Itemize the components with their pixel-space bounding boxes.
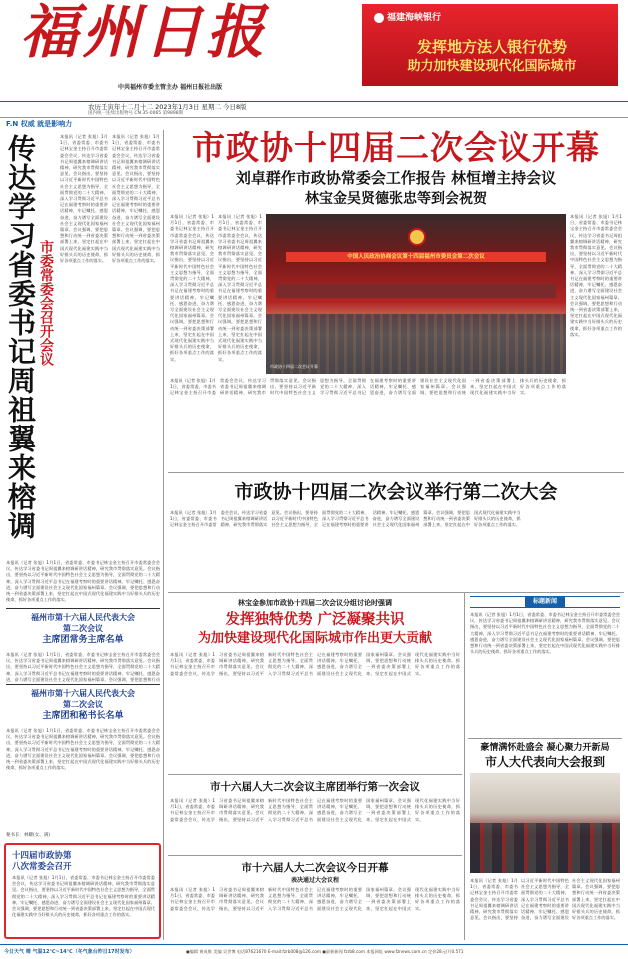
left-story-body: 本报讯（记者 张旭）1月1日，省委常委、市委书记林宝金主持召开市委常委会会议，传达学习省委书记周祖翼来榕调研讲话精神，研究我市贯彻落实意见。会议指出，要坚持以习近平新时代中国特色社会主义思想为指导，全面贯彻党的二十大精神，深入学习贯彻习近平总书记在福建考察时的重要讲话精神，牢记嘱托、感恩奋进，奋力谱写全面建设社会主义现代化国家福州篇章。会议强调，要把思想和行动统一到省委决策部署上来，坚定扛起在中国式现代化福建实践中当好排头兵的历史使命，抓好各项重点工作的落实。 [60, 134, 108, 264]
story2-body: 本报讯（记者 张旭）1月1日，省委常委、市委书记林宝金主持召开市委常委会会议，传达学习省委书记周祖翼来榕调研讲话精神，研究我市贯彻落实意见。会议指出，要坚持以习近平新时代中国特色社会主义思想为指导，全面贯彻党的二十大精神，深入学习贯彻习近平总书记在福建考察时的重要讲话精神，牢记嘱托、感恩奋进，奋力谱写全面建设社会主义现代化国家福州篇章。会议强调，要把思想和行动统一到省委决策部署上来，坚定扛起在中国式现代化福建实践中当好排头兵的历史使命，抓好各项重点工作的落实。 [170, 510, 521, 528]
story4-body: 本报讯（记者 张旭）1月1日，省委常委、市委书记林宝金主持召开市委常委会会议，传达学习省委书记周祖翼来榕调研讲话精神，研究我市贯彻落实意见。会议指出，要坚持以习近平新时代中国特色社会主义思想为指导，全面贯彻党的二十大精神，深入学习贯彻习近平总书记在福建考察时的重要讲话精神，牢记嘱托、感恩奋进，奋力谱写全面建设社会主义现代化国家福州篇章。会议强调，要把思想和行动统一到省委决策部署上来，坚定扛起在中国式现代化福建实践中当好排头兵的历史使命，抓好各项重点工作的落实。 [170, 798, 460, 822]
lead-photo[interactable] [266, 214, 566, 374]
list-title-1c: 主席团常务主席名单 [42, 635, 124, 645]
story5-subheadline: 表决通过大会议程 [290, 877, 339, 884]
sidebar-photo[interactable] [470, 773, 620, 873]
lead-body-row: 本报讯（记者 张旭）1月1日，省委常委、市委书记林宝金主持召开市委常委会会议，传达学习省委书记周祖翼来榕调研讲话精神，研究我市贯彻落实意见。会议指出，要坚持以习近平新时代中国特色社会主义思想为指导，全面贯彻党的二十大精神，深入学习贯彻习近平总书记在福建考察时的重要讲话精神，牢记嘱托、感恩奋进，奋力谱写全面建设社会主义现代化国家福州篇章。会议强调，要把思想和行动统一到省委决策部署上来，坚定扛起在中国式现代化福建实践中当好排头兵的历史使命，抓好各项重点工作的落实。 [170, 378, 566, 396]
column-tag: F.N 权威 就是影响力 [6, 120, 73, 128]
story3-headline-1: 发挥独特优势 广泛凝聚共识 [225, 611, 405, 628]
left-story-body-3: 本报讯（记者 张旭）1月1日，省委常委、市委书记林宝金主持召开市委常委会会议，传达学习省委书记周祖翼来榕调研讲话精神，研究我市贯彻落实意见。会议指出，要坚持以习近平新时代中国特色社会主义思想为指导，全面贯彻党的二十大精神，深入学习贯彻习近平总书记在福建考察时的重要讲话精神，牢记嘱托、感恩奋进，奋力谱写全面建设社会主义现代化国家福州篇章。会议强调，要把思想和行动统一到省委决策部署上来，坚定扛起在中国式现代化福建实践中当好排头兵的历史使命，抓好各项重点工作的落实。 [6, 560, 160, 603]
weather: 今日天气 晴 气温12℃~14℃（冬气象台昨日17时发布） [4, 949, 135, 955]
people-group [470, 823, 620, 873]
lead-body-left: 本报讯（记者 张旭）1月1日，省委常委、市委书记林宝金主持召开市委常委会会议，传达学习省委书记周祖翼来榕调研讲话精神，研究我市贯彻落实意见。会议指出，要坚持以习近平新时代中国特色社会主义思想为指导，全面贯彻党的二十大精神，深入学习贯彻习近平总书记在福建考察时的重要讲话精神，牢记嘱托、感恩奋进，奋力谱写全面建设社会主义现代化国家福州篇章。会议强调，要把思想和行动统一到省委决策部署上来，坚定扛起在中国式现代化福建实践中当好排头兵的历史使命，抓好各项重点工作的落实。 [170, 214, 214, 362]
lead-body-right: 本报讯（记者 张旭）1月1日，省委常委、市委书记林宝金主持召开市委常委会会议，传达学习省委书记周祖翼来榕调研讲话精神，研究我市贯彻落实意见。会议指出，要坚持以习近平新时代中国特色社会主义思想为指导，全面贯彻党的二十大精神，深入学习贯彻习近平总书记在福建考察时的重要讲话精神，牢记嘱托、感恩奋进，奋力谱写全面建设社会主义现代化国家福州篇章。会议强调，要把思想和行动统一到省委决策部署上来，坚定扛起在中国式现代化福建实践中当好排头兵的历史使命，抓好各项重点工作的落实。 [570, 214, 622, 337]
stage-table [276, 284, 556, 298]
sidebar-headline: 豪情满怀赴盛会 凝心聚力开新局 [480, 743, 610, 753]
date-bar [0, 101, 628, 118]
list-title-1 [6, 612, 160, 646]
organizer-line: 中共福州市委主管主办 福州日报社出版 [118, 84, 223, 91]
highlight-title: 十四届市政协第八次常委会召开 [12, 851, 72, 872]
sidebar-subheadline: 市人大代表向大会报到 [484, 755, 605, 769]
footer-info: ●编辑 黄成维 美编 吴世博 电话87621670 E-mail:fzrb008@126.com ●最新新闻 fzrb8.com 本报网址 www.fznews.com.cn 定价28元/月0.571 [186, 949, 464, 954]
sidebar-tag-label: 标题新闻 [525, 597, 565, 607]
ad-line-1: 发挥地方法人银行优势 [416, 38, 567, 56]
sidebar-body-2: 本报讯（记者 张旭）1月1日，省委常委、市委书记林宝金主持召开市委常委会会议，传达学习省委书记周祖翼来榕调研讲话精神，研究我市贯彻落实意见。会议指出，要坚持以习近平新时代中国特色社会主义思想为指导，全面贯彻党的二十大精神，深入学习贯彻习近平总书记在福建考察时的重要讲话精神，牢记嘱托、感恩奋进，奋力谱写全面建设社会主义现代化国家福州篇章。会议强调，要把思想和行动统一到省委决策部署上来，坚定扛起在中国式现代化福建实践中当好排头兵的历史使命，抓好各项重点工作的落实。 [470, 878, 620, 921]
story3-kicker: 林宝金参加市政协十四届二次会议分组讨论时强调 [238, 599, 392, 607]
list-title-2a: 福州市第十六届人民代表大会 [31, 689, 135, 698]
photo-caption: 市政协十四届二次会议开幕 [270, 364, 318, 369]
list-title-1b: 第二次会议 [63, 624, 103, 633]
ad-line-2: 助力加快建设现代化国际城市 [407, 59, 577, 74]
list-names-1: 本报讯（记者 张旭）1月1日，省委常委、市委书记林宝金主持召开市委常委会会议，传达学习省委书记周祖翼来榕调研讲话精神，研究我市贯彻落实意见。会议指出，要坚持以习近平新时代中国特色社会主义思想为指导，全面贯彻党的二十大精神，深入学习贯彻习近平总书记在福建考察时的重要讲话精神，牢记嘱托、感恩奋进，奋力谱写全面建设社会主义现代化国家福州篇章。会议强调，要把思想和行动 [6, 652, 160, 682]
story4-headline: 市十六届人大二次会议主席团举行第一次会议 [210, 781, 420, 793]
bank-ad[interactable] [362, 4, 618, 86]
story5-body: 本报讯（记者 张旭）1月1日，省委常委、市委书记林宝金主持召开市委常委会会议，传达学习省委书记周祖翼来榕调研讲话精神，研究我市贯彻落实意见。会议指出，要坚持以习近平新时代中国特色社会主义思想为指导，全面贯彻党的二十大精神，深入学习贯彻习近平总书记在福建考察时的重要讲话精神，牢记嘱托、感恩奋进，奋力谱写全面建设社会主义现代化国家福州篇章。会议强调，要把思想和行动统一到省委决策部署上来，坚定扛起在中国式现代化福建实践中当好排头兵的历史使命，抓好各项重点工作的落实。 [170, 887, 460, 911]
bank-logo-icon [374, 13, 384, 23]
issue-meta: 农历壬寅年十二月十二 2023年1月3日 星期二 今日8版 [88, 103, 247, 111]
lead-subheadline-1: 刘卓群作市政协常委会工作报告 林恒增主持会议 [235, 169, 557, 187]
story3-body: 本报讯（记者 张旭）1月1日，省委常委、市委书记林宝金主持召开市委常委会会议，传达学习省委书记周祖翼来榕调研讲话精神，研究我市贯彻落实意见。会议指出，要坚持以习近平新时代中国特色社会主义思想为指导，全面贯彻党的二十大精神，深入学习贯彻习近平总书记在福建考察时的重要讲话精神，牢记嘱托、感恩奋进，奋力谱写全面建设社会主义现代化国家福州篇章。会议强调，要把思想和行动统一到省委决策部署上来，坚定扛起在中国式现代化福建实践中当好排头兵的历史使命，抓好各项重点工作的落实。 [170, 652, 460, 676]
story2-headline: 市政协十四届二次会议举行第二次大会 [234, 481, 558, 503]
secretary-general: 秘书长：林耀(女、满) [6, 833, 51, 838]
sidebar-body: 本报讯（记者 张旭）1月1日，省委常委、市委书记林宝金主持召开市委常委会会议，传达学习省委书记周祖翼来榕调研讲话精神，研究我市贯彻落实意见。会议指出，要坚持以习近平新时代中国特色社会主义思想为指导，全面贯彻党的二十大精神，深入学习贯彻习近平总书记在福建考察时的重要讲话精神，牢记嘱托、感恩奋进，奋力谱写全面建设社会主义现代化国家福州篇章。会议强调，要把思想和行动统一到省委决策部署上来，坚定扛起在中国式现代化福建实践中当好排头兵的历史使命，抓好各项重点工作的落实。 [470, 612, 620, 655]
list-title-2c: 主席团和秘书长名单 [42, 711, 124, 721]
highlight-box[interactable] [4, 843, 161, 939]
lead-subheadline-2: 林宝金吴贤德张忠等到会祝贺 [305, 191, 487, 207]
newspaper-title: 福州日报 [20, 0, 269, 66]
left-subheadline: 市委常委会召开会议 [38, 240, 54, 366]
sidebar-tag [470, 596, 620, 608]
stage-emblem-icon [408, 228, 426, 246]
list-title-1a: 福州市第十六届人民代表大会 [31, 613, 135, 622]
list-names-2: 本报讯（记者 张旭）1月1日，省委常委、市委书记林宝金主持召开市委常委会会议，传达学习省委书记周祖翼来榕调研讲话精神，研究我市贯彻落实意见。会议指出，要坚持以习近平新时代中国特色社会主义思想为指导，全面贯彻党的二十大精神，深入学习贯彻习近平总书记在福建考察时的重要讲话精神，牢记嘱托、感恩奋进，奋力谱写全面建设社会主义现代化国家福州篇章。会议强调，要把思想和行动统一到省委决策部署上来，坚定扛起在中国式现代化福建实践中当好排头兵的历史使命，抓好各项重点工作的落实。 [6, 728, 160, 771]
list-title-2b: 第二次会议 [63, 700, 103, 709]
lead-body-left-2: 本报讯（记者 张旭）1月1日，省委常委、市委书记林宝金主持召开市委常委会会议，传达学习省委书记周祖翼来榕调研讲话精神，研究我市贯彻落实意见。会议指出，要坚持以习近平新时代中国特色社会主义思想为指导，全面贯彻党的二十大精神，深入学习贯彻习近平总书记在福建考察时的重要讲话精神，牢记嘱托、感恩奋进，奋力谱写全面建设社会主义现代化国家福州篇章。会议强调，要把思想和行动统一到省委决策部署上来，坚定扛起在中国式现代化福建实践中当好排头兵的历史使命，抓好各项重点工作的落实。 [218, 214, 262, 362]
footer-bar [0, 944, 628, 959]
lead-headline: 市政协十四届二次会议开幕 [192, 128, 600, 167]
story3-headline-2: 为加快建设现代化国际城市作出更大贡献 [197, 631, 432, 646]
left-headline: 传达学习省委书记周祖翼来榕调 [4, 134, 37, 540]
list-title-2 [6, 688, 160, 722]
issn: 国内统一连续出版物号 CN 35-0065 第9898期 [88, 111, 184, 116]
bank-name: 福建海峡银行 [387, 13, 442, 23]
highlight-body: 本报讯（记者 张旭）1月1日，省委常委、市委书记林宝金主持召开市委常委会会议，传达学习省委书记周祖翼来榕调研讲话精神，研究我市贯彻落实意见。会议指出，要坚持以习近平新时代中国特色社会主义思想为指导，全面贯彻党的二十大精神，深入学习贯彻习近平总书记在福建考察时的重要讲话精神，牢记嘱托、感恩奋进，奋力谱写全面建设社会主义现代化国家福州篇章。会议强调，要把思想和行动统一到省委决策部署上来，坚定扛起在中国式现代化福建实践中当好排头兵的历史使命，抓好各项重点工作的落实。 [12, 875, 155, 918]
story5-headline: 市十六届人大二次会议今日开幕 [241, 862, 389, 874]
left-story-body-2: 本报讯（记者 张旭）1月1日，省委常委、市委书记林宝金主持召开市委常委会会议，传达学习省委书记周祖翼来榕调研讲话精神，研究我市贯彻落实意见。会议指出，要坚持以习近平新时代中国特色社会主义思想为指导，全面贯彻党的二十大精神，深入学习贯彻习近平总书记在福建考察时的重要讲话精神，牢记嘱托、感恩奋进，奋力谱写全面建设社会主义现代化国家福州篇章。会议强调，要把思想和行动统一到省委决策部署上来，坚定扛起在中国式现代化福建实践中当好排头兵的历史使命，抓好各项重点工作的落实。 [112, 134, 160, 264]
stage-banner: 中国人民政治协商会议第十四届福州市委员会第二次会议 [286, 252, 546, 262]
